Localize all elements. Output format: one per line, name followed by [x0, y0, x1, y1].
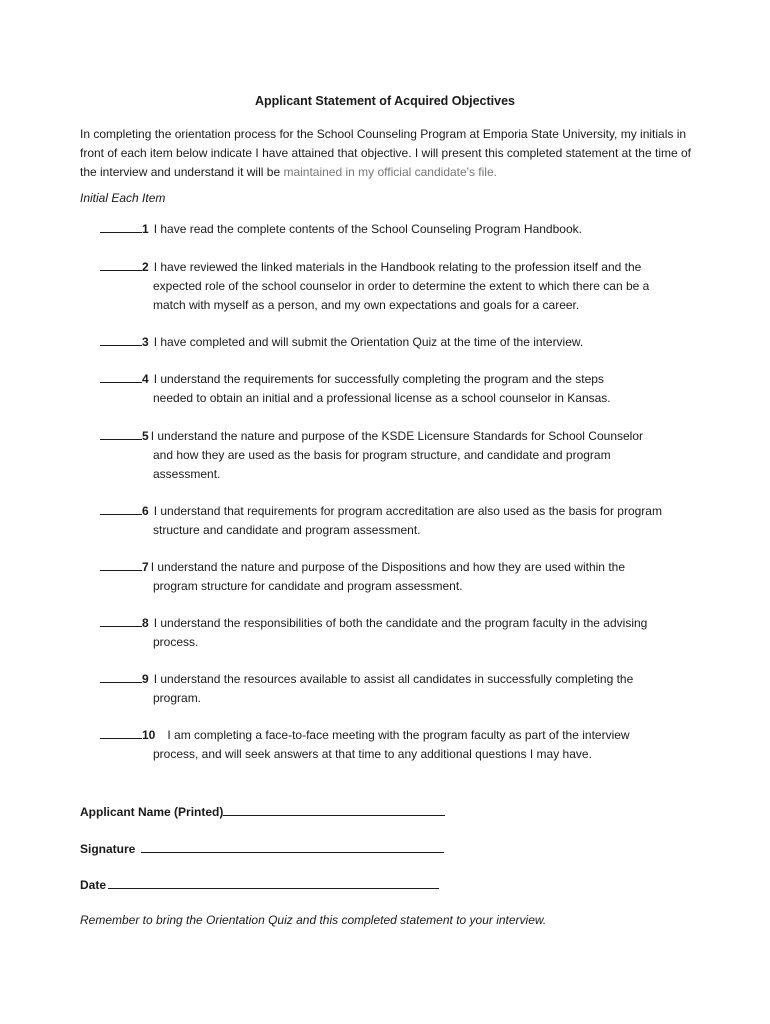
initials-blank-7[interactable]: [100, 558, 142, 571]
item-text-continued: program structure for candidate and program assessment.: [153, 579, 463, 593]
item-text-continued: match with myself as a person, and my own expectations and goals for a career.: [153, 298, 580, 312]
item-text: I understand the requirements for successfully completing the program and the steps: [153, 372, 604, 386]
signature-label: Signature: [80, 842, 136, 856]
item-number: 1: [142, 222, 149, 236]
item-text: I understand the responsibilities of both the candidate and the program faculty in the advising: [153, 616, 648, 630]
item-text: I understand the nature and purpose of the Dispositions and how they are used within the: [150, 560, 625, 574]
initials-blank-2[interactable]: [100, 258, 142, 271]
reminder-note: Remember to bring the Orientation Quiz and this completed statement to your interview.: [80, 913, 547, 927]
item-text: I have reviewed the linked materials in the Handbook relating to the profession itself and the: [153, 260, 642, 274]
item-number: 6: [142, 504, 149, 518]
item-number: 3: [142, 335, 149, 349]
item-number: 8: [142, 616, 149, 630]
item-text-continued: process.: [153, 635, 199, 649]
date-line[interactable]: [108, 876, 439, 889]
item-text-continued: program.: [153, 691, 202, 705]
initials-blank-5[interactable]: [100, 427, 142, 440]
initials-blank-3[interactable]: [100, 333, 142, 346]
initials-blank-8[interactable]: [100, 614, 142, 627]
initial-each-item-label: Initial Each Item: [80, 191, 166, 205]
initials-blank-4[interactable]: [100, 370, 142, 383]
applicant-name-field: [80, 803, 445, 819]
item-text: I have completed and will submit the Orientation Quiz at the time of the interview.: [153, 335, 584, 349]
objective-item-9: [100, 670, 710, 708]
intro-main-text: In completing the orientation process for the School Counseling Program at Emporia State University, my initials in front of each item below indicate I have attained that objective. I will present this completed statement at the time of the interview and understand it will be: [80, 127, 691, 179]
item-text-continued: structure and candidate and program assessment.: [153, 523, 421, 537]
item-number: 7: [142, 560, 149, 574]
item-text-continued: process, and will seek answers at that time to any additional questions I may have.: [153, 747, 592, 761]
date-field: [80, 876, 439, 892]
initials-blank-10[interactable]: [100, 726, 142, 739]
applicant-name-line[interactable]: [223, 803, 445, 816]
objective-item-1: [100, 220, 710, 239]
objective-item-8: [100, 614, 710, 652]
intro-paragraph: [80, 125, 700, 182]
objective-item-4: [100, 370, 710, 408]
item-number: 10: [142, 728, 156, 742]
objective-item-10: [100, 726, 710, 764]
date-label: Date: [80, 878, 107, 892]
item-number: 9: [142, 672, 149, 686]
item-text-continued: expected role of the school counselor in order to determine the extent to which there can be a: [153, 279, 650, 293]
initials-blank-1[interactable]: [100, 220, 142, 233]
item-text: I understand that requirements for program accreditation are also used as the basis for program: [153, 504, 662, 518]
item-text-continued: and how they are used as the basis for program structure, and candidate and program: [153, 448, 611, 462]
item-text: I understand the nature and purpose of the KSDE Licensure Standards for School Counselor: [150, 429, 643, 443]
initials-blank-6[interactable]: [100, 502, 142, 515]
intro-tail-text: maintained in my official candidate's file.: [283, 165, 497, 179]
item-text: I am completing a face-to-face meeting with the program faculty as part of the interview: [167, 728, 630, 742]
item-text: I understand the resources available to assist all candidates in successfully completing the: [153, 672, 634, 686]
signature-line[interactable]: [141, 840, 444, 853]
signature-field: [80, 840, 444, 856]
item-number: 2: [142, 260, 149, 274]
objective-item-2: [100, 258, 710, 315]
item-number: 5: [142, 429, 149, 443]
item-text-continued: needed to obtain an initial and a professional license as a school counselor in Kansas.: [153, 391, 611, 405]
objective-item-6: [100, 502, 710, 540]
objective-item-7: [100, 558, 710, 596]
item-number: 4: [142, 372, 149, 386]
initials-blank-9[interactable]: [100, 670, 142, 683]
item-text-continued: assessment.: [153, 467, 221, 481]
document-title: Applicant Statement of Acquired Objectives: [254, 94, 515, 108]
item-text: I have read the complete contents of the School Counseling Program Handbook.: [153, 222, 582, 236]
objective-item-3: [100, 333, 710, 352]
applicant-name-label: Applicant Name (Printed): [80, 805, 224, 819]
objective-item-5: [100, 427, 710, 484]
